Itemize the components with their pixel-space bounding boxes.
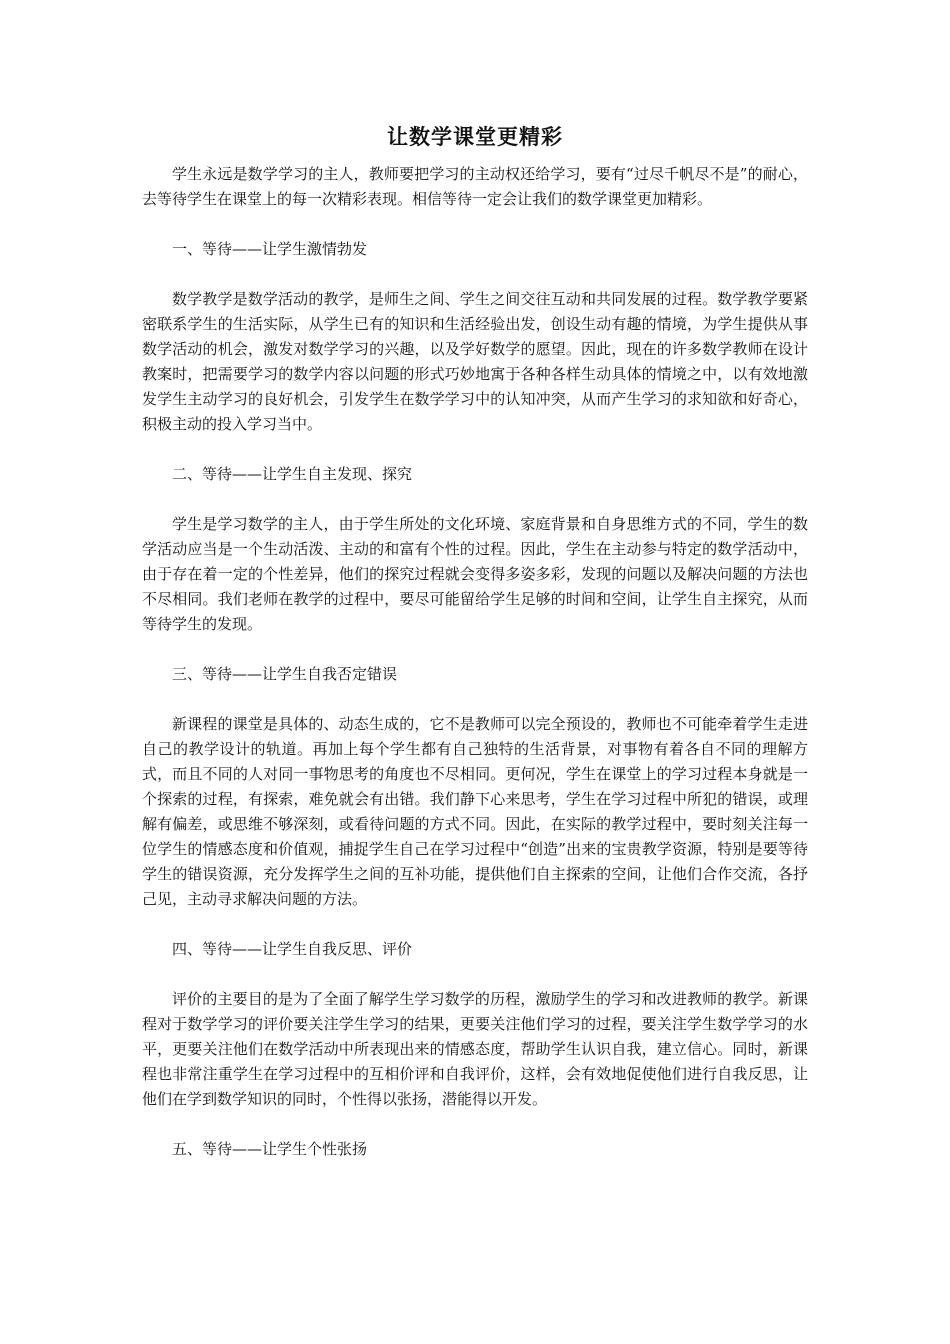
- section-4-body: 评价的主要目的是为了全面了解学生学习数学的历程，激励学生的学习和改进教师的教学。新课程对于数学学习的评价要关注学生学习的结果，更要关注他们学习的过程，要关注学生数学学习的水平，更要关注他们在数学活动中所表现出来的情感态度，帮助学生认识自我，建立信心。同时，新课程也非常注重学生在学习过程中的互相价评和自我评价，这样，会有效地促使他们进行自我反思，让他们在学到数学知识的同时，个性得以张扬，潜能得以开发。: [142, 990, 808, 1108]
- section-3-body: 新课程的课堂是具体的、动态生成的，它不是教师可以完全预设的，教师也不可能牵着学生走进自己的教学设计的轨道。再加上每个学生都有自己独特的生活背景，对事物有着各自不同的理解方式，而且不同的人对同一事物思考的角度也不尽相同。更何况，学生在课堂上的学习过程本身就是一个探索的过程，有探索，难免就会有出错。我们静下心来思考，学生在学习过程中所犯的错误，或理解有偏差，或思维不够深刻，或看待问题的方式不同。因此，在实际的教学过程中，要时刻关注每一位学生的情感态度和价值观，捕捉学生自己在学习过程中“创造”出来的宝贵教学资源，特别是要等待学生的错误资源，充分发挥学生之间的互补功能，提供他们自主探索的空间，让他们合作交流，各抒己见，主动寻求解决问题的方法。: [142, 715, 808, 908]
- document-title: 让数学课堂更精彩: [387, 124, 563, 149]
- section-4-heading: 四、等待——让学生自我反思、评价: [172, 940, 413, 958]
- section-3-heading: 三、等待——让学生自我否定错误: [172, 665, 398, 683]
- section-1-heading: 一、等待——让学生激情勃发: [172, 240, 368, 258]
- section-2-body: 学生是学习数学的主人，由于学生所处的文化环境、家庭背景和自身思维方式的不同，学生的数学活动应当是一个生动活泼、主动的和富有个性的过程。因此，学生在主动参与特定的数学活动中，由于存在着一定的个性差异，他们的探究过程就会变得多姿多彩，发现的问题以及解决问题的方法也不尽相同。我们老师在教学的过程中，要尽可能留给学生足够的时间和空间，让学生自主探究，从而等待学生的发现。: [142, 515, 808, 633]
- section-5-heading: 五、等待——让学生个性张扬: [172, 1140, 368, 1158]
- section-2-heading: 二、等待——让学生自主发现、探究: [172, 465, 413, 483]
- document-page: [142, 120, 808, 1187]
- section-1-body: 数学教学是数学活动的教学，是师生之间、学生之间交往互动和共同发展的过程。数学教学要紧密联系学生的生活实际，从学生已有的知识和生活经验出发，创设生动有趣的情境，为学生提供从事数学活动的机会，激发对数学学习的兴趣，以及学好数学的愿望。因此，现在的许多数学教师在设计教案时，把需要学习的数学内容以问题的形式巧妙地寓于各种各样生动具体的情境之中，以有效地激发学生主动学习的良好机会，引发学生在数学学习中的认知冲突，从而产生学习的求知欲和好奇心，积极主动的投入学习当中。: [142, 290, 808, 433]
- intro-paragraph: 学生永远是数学学习的主人，教师要把学习的主动权还给学习，要有“过尽千帆尽不是”的耐心，去等待学生在课堂上的每一次精彩表现。相信等待一定会让我们的数学课堂更加精彩。: [142, 165, 808, 208]
